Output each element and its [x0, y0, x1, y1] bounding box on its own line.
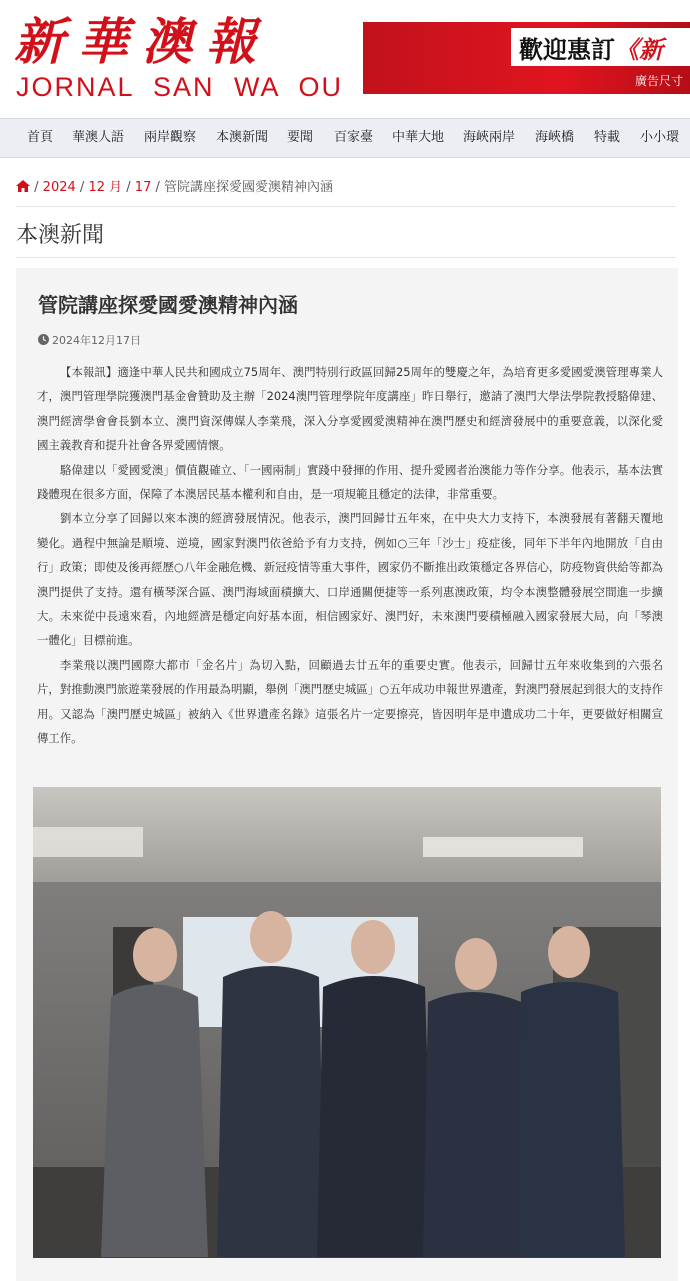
article-paragraph: 【本報訊】適逢中華人民共和國成立75周年、澳門特別行政區回歸25周年的雙慶之年，為培育更多愛國愛澳管理專業人才，澳門管理學院獲澳門基金會贊助及主辦「2024澳門管理學院年度講座」昨日舉行，邀請了澳門大學法學院教授駱偉建、澳門經濟學會會長劉本立、澳門資深傳媒人李業飛，深入分享愛國愛澳精神在澳門歷史和經濟發展中的重要意義，以深化愛國主義教育和提升社會各界愛國情懷。: [37, 365, 663, 453]
article-paragraph: 駱偉建以「愛國愛澳」價值觀確立、「一國兩制」實踐中發揮的作用、提升愛國者治澳能力等作分享。他表示，基本法實踐體現在很多方面，保障了本澳居民基本權利和自由，是一項規範且穩定的法律，非常重要。: [37, 462, 663, 502]
nav-item-strait-bridge[interactable]: 海峽橋: [535, 130, 575, 145]
logo-chinese[interactable]: 新華澳報: [14, 12, 270, 71]
nav-item-local-news[interactable]: 本澳新聞: [216, 130, 269, 145]
site-header: [0, 0, 690, 118]
article-photo[interactable]: [33, 787, 661, 1258]
article-title: 管院講座探愛國愛澳精神內涵: [38, 293, 298, 317]
banner-subtitle: 廣告尺寸: [635, 74, 684, 88]
nav-item-baijiatai[interactable]: 百家臺: [334, 130, 374, 145]
article-date: 2024年12月17日: [38, 332, 141, 348]
breadcrumb-sep: /: [155, 180, 160, 195]
section-title: 本澳新聞: [16, 223, 105, 248]
article-paragraph: 李業飛以澳門國際大都市「金名片」為切入點，回顧過去廿五年的重要史實。他表示，回歸廿五年來收集到的六張名片，對推動澳門旅遊業發展的作用最為明顯，舉例「澳門歷史城區」○五年成功申報世界遺產，對澳門發展起到很大的支持作用。又認為「澳門歷史城區」被納入《世界遺產名錄》這張名片一定要擦亮，皆因明年是申遺成功二十年，更要做好相關宣傳工作。: [37, 657, 663, 746]
nav-item-home[interactable]: 首頁: [27, 130, 54, 145]
group-photo-illustration: [33, 787, 661, 1258]
breadcrumb-sep: /: [79, 180, 85, 195]
breadcrumb-month[interactable]: 12 月: [88, 180, 123, 195]
breadcrumb-current: 管院講座探愛國愛澳精神內涵: [164, 180, 334, 195]
divider: [16, 257, 676, 258]
nav-item-cross-strait-watch[interactable]: 兩岸觀察: [144, 130, 197, 145]
breadcrumb-sep: /: [126, 180, 131, 195]
main-nav: [0, 118, 690, 158]
nav-item-special[interactable]: 特載: [594, 130, 621, 145]
subscription-banner[interactable]: [363, 22, 690, 94]
nav-item-xiaoxiao[interactable]: 小小環: [640, 130, 680, 145]
breadcrumb-year[interactable]: 2024: [42, 180, 76, 195]
nav-item-strait[interactable]: 海峽兩岸: [463, 130, 516, 145]
nav-item-headlines[interactable]: 要聞: [287, 130, 314, 145]
nav-item-huaao-renyu[interactable]: 華澳人語: [72, 130, 125, 145]
clock-icon: [38, 334, 49, 345]
breadcrumb: [16, 176, 333, 195]
banner-title: 歡迎惠訂《新: [519, 35, 663, 64]
nav-item-china[interactable]: 中華大地: [392, 130, 445, 145]
logo-english[interactable]: JORNAL SAN WA OU: [16, 72, 344, 102]
divider: [16, 206, 676, 207]
breadcrumb-sep: /: [34, 180, 39, 195]
article-paragraph: 劉本立分享了回歸以來本澳的經濟發展情況。他表示，澳門回歸廿五年來，在中央大力支持下，本澳發展有著翻天覆地變化。過程中無論是順境、逆境，國家對澳門依爸給予有力支持，例如○三年「沙士」疫症後，同年下半年內地開放「自由行」政策；即使及後再經歷○八年金融危機、新冠疫情等重大事件，國家仍不斷推出政策穩定各界信心，防疫物資供給等都為澳門提供了支持。還有橫琴深合區、澳門海域面積擴大、口岸通關便捷等一系列惠澳政策，均令本澳整體發展空間進一步擴大。未來從中長遠來看，內地經濟是穩定向好基本面，相信國家好、澳門好，未來澳門要積極融入國家發展大局，向「琴澳一體化」目標前進。: [37, 511, 663, 648]
home-icon[interactable]: [16, 180, 30, 192]
breadcrumb-day[interactable]: 17: [134, 180, 152, 195]
article-body: [37, 360, 663, 751]
